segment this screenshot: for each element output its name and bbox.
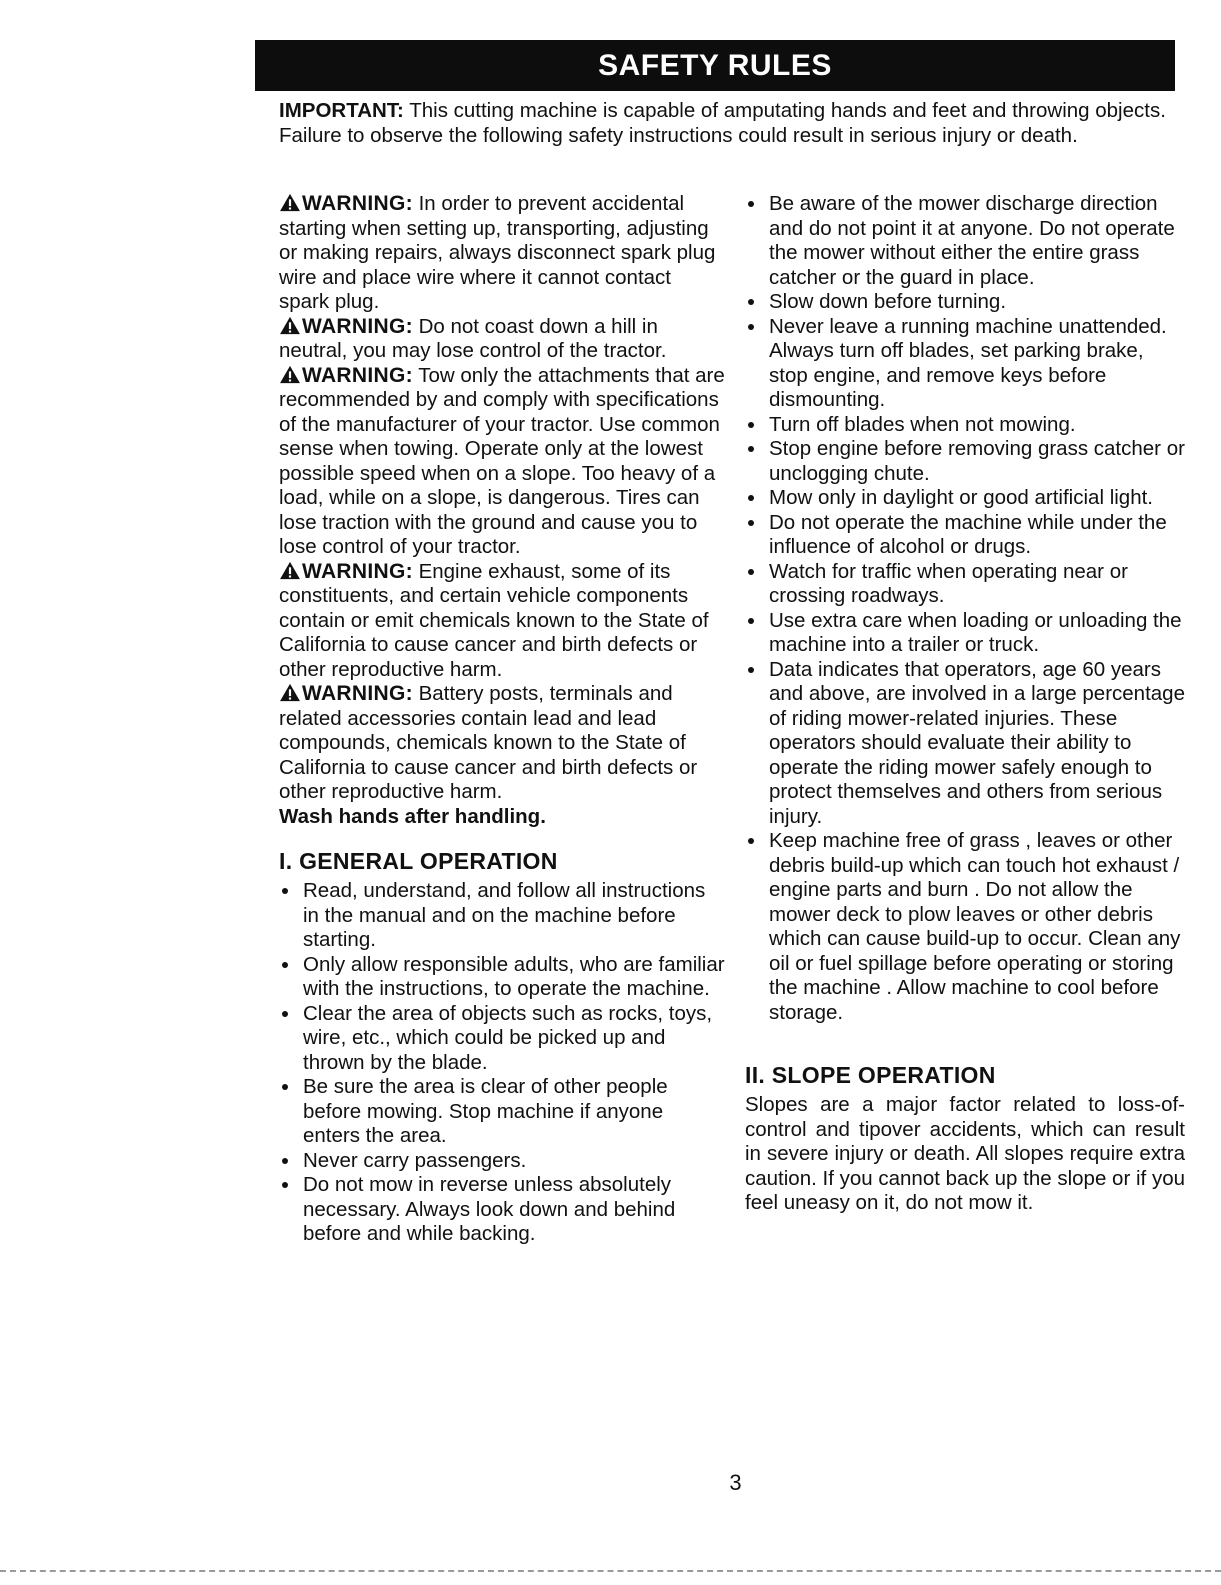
list-item [745,609,1185,658]
list-item-text: Keep machine free of grass , leaves or other debris build-up which can touch hot exhaust / engine parts and burn . Do not allow the mower deck to plow leaves or other debris which can cause build-up to occur. Clean any oil or fuel spillage before operating or storing the machine . Allow machine to cool before storage. [769,829,1181,1024]
warning-text: In order to prevent accidental starting when setting up, transporting, adjusting or making repairs, always disconnect spark plug wire and place wire where it cannot contact spark plug. [279,192,716,313]
list-item [745,658,1185,830]
general-operation-list [279,879,725,1247]
list-item-text: Turn off blades when not mowing. [769,412,1076,436]
warning-block [279,364,725,560]
list-item-text: Only allow responsible adults, who are familiar with the instructions, to operate the machine. [303,952,725,1000]
list-item-text: Watch for traffic when operating near or crossing roadways. [769,559,1128,607]
warning-label: WARNING: [302,682,413,705]
list-item [279,1075,725,1149]
warning-triangle-icon [279,561,301,580]
bullet-icon [282,1158,288,1164]
list-item-text: Do not operate the machine while under the influence of alcohol or drugs. [769,510,1167,558]
warning-triangle-icon [279,365,301,384]
slope-operation-text: Slopes are a major factor related to loss-of-control and tipover accidents, which can result in severe injury or death. All slopes require extra caution. If you cannot back up the slope or if you feel uneasy on it, do not mow it. [745,1093,1185,1214]
bullet-icon [748,324,754,330]
warning-block [279,192,725,315]
important-label: IMPORTANT: [279,99,404,122]
warning-block [279,560,725,683]
list-item-text: Use extra care when loading or unloading the machine into a trailer or truck. [769,608,1182,656]
list-item [279,879,725,953]
bullet-icon [748,838,754,844]
page-bottom-edge [0,1570,1221,1574]
right-column [745,192,1185,1216]
bullet-icon [748,495,754,501]
warning-label: WARNING: [302,192,413,215]
bullet-icon [748,618,754,624]
bullet-icon [748,667,754,673]
list-item-text: Be aware of the mower discharge direction and do not point it at anyone. Do not operate the mower without either the entire grass catcher or the guard in place. [769,192,1175,289]
bullet-icon [282,962,288,968]
list-item [745,829,1185,1025]
list-item [745,486,1185,511]
warning-block [279,315,725,364]
list-item [745,315,1185,413]
page-number: 3 [729,1470,742,1495]
list-item-text: Clear the area of objects such as rocks, toys, wire, etc., which could be picked up and thrown by the blade. [303,1001,713,1074]
list-item [745,511,1185,560]
bullet-icon [748,422,754,428]
warning-text: Do not coast down a hill in neutral, you may lose control of the tractor. [279,314,667,362]
list-item-text: Stop engine before removing grass catcher or unclogging chute. [769,437,1185,485]
warning-label: WARNING: [302,363,413,387]
list-item-text: Read, understand, and follow all instructions in the manual and on the machine before starting. [303,879,706,951]
list-item-text: Do not mow in reverse unless absolutely necessary. Always look down and behind before and while backing. [303,1173,676,1245]
bullet-icon [748,299,754,305]
list-item-text: Never carry passengers. [303,1148,527,1172]
warning-triangle-icon [279,316,301,335]
list-item-text: Mow only in daylight or good artificial light. [769,486,1153,509]
list-item [745,560,1185,609]
bullet-icon [748,569,754,575]
page-title: SAFETY RULES [255,40,1175,91]
warning-triangle-icon [279,193,301,212]
list-item [279,1149,725,1174]
warning-text: Battery posts, terminals and related accessories contain lead and lead compounds, chemicals known to the State of California to cause cancer and birth defects or other reproductive harm. [279,682,698,803]
important-text: This cutting machine is capable of amputating hands and feet and throwing objects. Failure to observe the following safety instructions could result in serious injury or death. [279,99,1166,147]
bullet-icon [282,1182,288,1188]
bullet-icon [748,201,754,207]
section-title-general: I. GENERAL OPERATION [279,848,558,874]
bullet-icon [748,446,754,452]
list-item-text: Slow down before turning. [769,290,1007,313]
list-item-text: Data indicates that operators, age 60 years and above, are involved in a large percentage of riding mower-related injuries. These operators should evaluate their ability to operate the riding mower safely enough to protect themselves and others from serious injury. [769,657,1185,828]
section-title-slope: II. SLOPE OPERATION [745,1062,996,1088]
list-item-text: Be sure the area is clear of other people before mowing. Stop machine if anyone enters the area. [303,1075,668,1147]
list-item [279,1002,725,1076]
list-item [745,290,1185,315]
list-item [745,413,1185,438]
bullet-icon [282,1084,288,1090]
warning-label: WARNING: [302,314,413,338]
warning-text: Tow only the attachments that are recommended by and comply with specifications of the manufacturer of your tractor. Use common sense when towing. Operate only at the lowest possible speed when on a slope. Too heavy of a load, while on a slope, is dangerous. Tires can lose traction with the ground and cause you to lose control of your tractor. [279,363,725,558]
warning-text: Engine exhaust, some of its constituents, and certain vehicle components contain or emit chemicals known to the State of California to cause cancer and birth defects or other reproductive harm. [279,559,709,681]
left-column [279,192,725,1247]
list-item [745,192,1185,290]
list-item [745,437,1185,486]
warning-triangle-icon [279,683,301,702]
important-notice [279,99,1169,148]
bullet-icon [282,1011,288,1017]
wash-hands-note: Wash hands after handling. [279,804,546,828]
list-item [279,953,725,1002]
warning-block [279,682,725,805]
bullet-icon [282,888,288,894]
list-item-text: Never leave a running machine unattended. Always turn off blades, set parking brake, stop engine, and remove keys before dismounting. [769,314,1167,411]
bullet-icon [748,520,754,526]
warning-label: WARNING: [302,559,413,583]
list-item [279,1173,725,1247]
right-bullet-list [745,192,1185,1025]
